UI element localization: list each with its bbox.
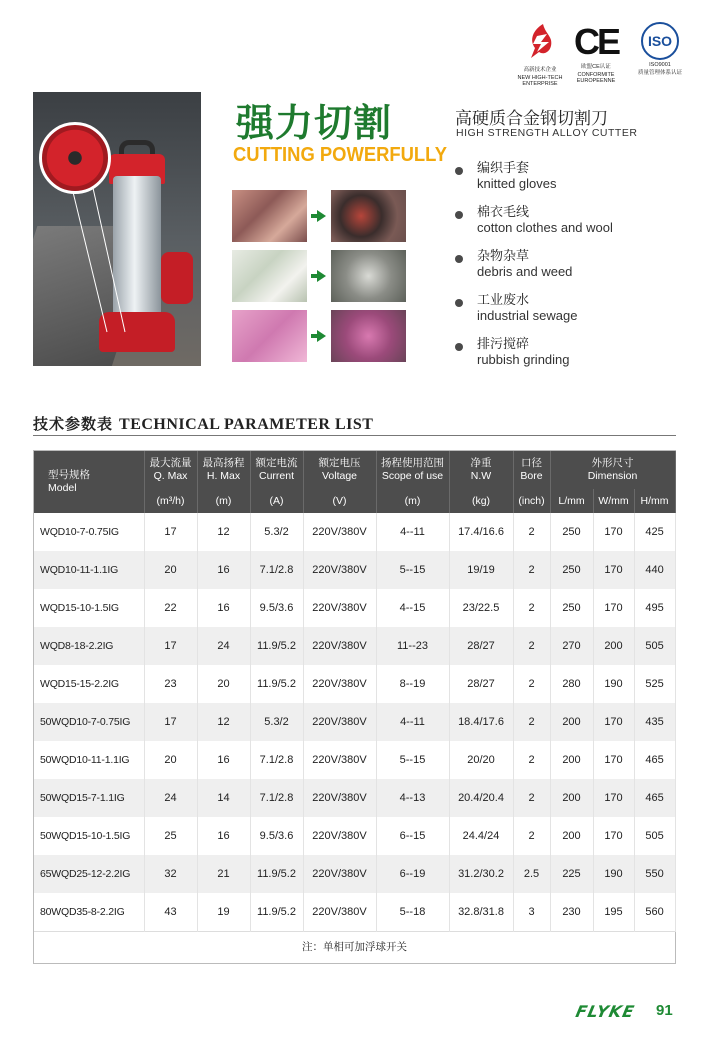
cell-dim-h: 425 <box>634 513 675 551</box>
iso-logo-text: ISO <box>647 33 673 49</box>
header-scope-cn: 扬程使用范围 <box>381 457 444 469</box>
header-dim-w: W/mm <box>593 489 634 513</box>
cell-voltage: 220V/380V <box>303 855 376 893</box>
header-nw <box>449 451 513 489</box>
cell-current: 7.1/2.8 <box>250 741 303 779</box>
bullet-icon <box>455 211 463 219</box>
section-title-en: TECHNICAL PARAMETER LIST <box>119 416 374 433</box>
header-bore-cn: 口径 <box>521 457 542 469</box>
arrow-right-icon <box>317 210 326 222</box>
cell-current: 9.5/3.6 <box>250 817 303 855</box>
cell-h-max: 14 <box>197 779 250 817</box>
headline-en: CUTTING POWERFULLY <box>233 144 447 166</box>
cell-dim-w: 190 <box>593 665 634 703</box>
cell-h-max: 12 <box>197 703 250 741</box>
parameter-table <box>33 450 676 964</box>
cell-voltage: 220V/380V <box>303 627 376 665</box>
header-q-unit: (m³/h) <box>144 489 197 513</box>
cell-scope: 11--23 <box>376 627 449 665</box>
cell-current: 11.9/5.2 <box>250 893 303 931</box>
header-h-unit: (m) <box>197 489 250 513</box>
cell-net-weight: 23/22.5 <box>449 589 513 627</box>
cell-dim-h: 495 <box>634 589 675 627</box>
cell-scope: 4--11 <box>376 513 449 551</box>
table-row <box>34 513 675 551</box>
cell-dim-l: 250 <box>550 589 593 627</box>
cell-model: 50WQD15-10-1.5IG <box>34 817 144 855</box>
header-h-cn: 最高扬程 <box>202 457 245 469</box>
list-item <box>455 248 695 292</box>
cell-voltage: 220V/380V <box>303 665 376 703</box>
list-item <box>455 160 695 204</box>
cell-scope: 6--15 <box>376 817 449 855</box>
gloves-before-image <box>232 190 307 242</box>
header-dim-en: Dimension <box>587 470 638 482</box>
table-row <box>34 741 675 779</box>
feature-en: cotton clothes and wool <box>477 220 613 235</box>
cutter-title-en: HIGH STRENGTH ALLOY CUTTER <box>456 127 638 139</box>
cell-scope: 4--13 <box>376 779 449 817</box>
table-row <box>34 703 675 741</box>
high-tech-enterprise-badge <box>514 22 566 87</box>
cell-model: 80WQD35-8-2.2IG <box>34 893 144 931</box>
cell-voltage: 220V/380V <box>303 893 376 931</box>
list-item <box>455 336 695 380</box>
cell-voltage: 220V/380V <box>303 741 376 779</box>
header-nw-cn: 净重 <box>470 457 492 469</box>
header-nw-en: N.W <box>470 470 492 482</box>
bullet-icon <box>455 167 463 175</box>
cell-model: WQD10-7-0.75IG <box>34 513 144 551</box>
feature-en: industrial sewage <box>477 308 578 323</box>
cell-net-weight: 28/27 <box>449 627 513 665</box>
header-h-en: H. Max <box>206 470 241 482</box>
cell-scope: 6--19 <box>376 855 449 893</box>
table-body <box>34 513 675 931</box>
ce-caption-cn: 欧盟CE认证 <box>581 64 611 70</box>
headline-cn: 强力切割 <box>236 101 393 145</box>
cell-voltage: 220V/380V <box>303 703 376 741</box>
list-item <box>455 204 695 248</box>
cell-bore: 3 <box>513 893 550 931</box>
cell-dim-w: 195 <box>593 893 634 931</box>
cell-current: 11.9/5.2 <box>250 665 303 703</box>
cell-h-max: 24 <box>197 627 250 665</box>
bullet-icon <box>455 299 463 307</box>
cell-voltage: 220V/380V <box>303 551 376 589</box>
cell-model: WQD15-15-2.2IG <box>34 665 144 703</box>
section-title-cn: 技术参数表 <box>33 416 114 433</box>
cell-bore: 2 <box>513 665 550 703</box>
cell-voltage: 220V/380V <box>303 513 376 551</box>
cell-q-max: 17 <box>144 513 197 551</box>
header-scope <box>376 451 449 489</box>
header-dim-cn: 外形尺寸 <box>591 457 634 469</box>
cell-scope: 4--11 <box>376 703 449 741</box>
brand-logo: FLYKE <box>573 1002 637 1021</box>
cell-dim-w: 200 <box>593 627 634 665</box>
cell-net-weight: 19/19 <box>449 551 513 589</box>
cell-dim-l: 225 <box>550 855 593 893</box>
cell-net-weight: 31.2/30.2 <box>449 855 513 893</box>
header-bore-unit: (inch) <box>513 489 550 513</box>
feature-en: knitted gloves <box>477 176 557 191</box>
cell-q-max: 20 <box>144 741 197 779</box>
table-row <box>34 893 675 931</box>
cell-bore: 2 <box>513 779 550 817</box>
cell-dim-l: 250 <box>550 513 593 551</box>
feature-cn: 编织手套 <box>477 160 530 175</box>
cell-dim-h: 465 <box>634 741 675 779</box>
certification-logos <box>514 22 694 92</box>
cell-q-max: 32 <box>144 855 197 893</box>
pump-product-photo <box>33 92 201 366</box>
cell-voltage: 220V/380V <box>303 817 376 855</box>
cell-current: 11.9/5.2 <box>250 855 303 893</box>
header-scope-unit: (m) <box>376 489 449 513</box>
cell-h-max: 21 <box>197 855 250 893</box>
table-row <box>34 817 675 855</box>
cell-q-max: 43 <box>144 893 197 931</box>
header-voltage-unit: (V) <box>303 489 376 513</box>
arrow-right-icon <box>317 330 326 342</box>
iso-badge <box>628 22 692 76</box>
cell-bore: 2 <box>513 817 550 855</box>
cell-dim-h: 525 <box>634 665 675 703</box>
cell-h-max: 16 <box>197 551 250 589</box>
header-nw-unit: (kg) <box>449 489 513 513</box>
high-tech-caption-cn: 高新技术企业 <box>523 67 557 73</box>
high-tech-enterprise-icon <box>523 22 557 60</box>
cell-model: 50WQD15-7-1.1IG <box>34 779 144 817</box>
cell-voltage: 220V/380V <box>303 779 376 817</box>
cell-scope: 4--15 <box>376 589 449 627</box>
table-row <box>34 627 675 665</box>
cell-q-max: 20 <box>144 551 197 589</box>
cell-dim-l: 280 <box>550 665 593 703</box>
iso-logo-icon <box>641 22 679 60</box>
header-current-unit: (A) <box>250 489 303 513</box>
header-model <box>34 451 144 513</box>
cell-current: 11.9/5.2 <box>250 627 303 665</box>
header-bore-en: Bore <box>520 470 543 482</box>
cotton-after-image <box>331 250 406 302</box>
cell-dim-h: 465 <box>634 779 675 817</box>
table-row <box>34 551 675 589</box>
cell-h-max: 16 <box>197 817 250 855</box>
header-current-cn: 额定电流 <box>255 457 298 469</box>
header-model-cn: 型号规格 <box>48 469 90 481</box>
cell-dim-h: 440 <box>634 551 675 589</box>
feature-en: rubbish grinding <box>477 352 570 367</box>
cell-current: 5.3/2 <box>250 703 303 741</box>
cutter-title-cn: 高硬质合金钢切割刀 <box>455 109 608 128</box>
cell-voltage: 220V/380V <box>303 589 376 627</box>
cell-dim-w: 170 <box>593 703 634 741</box>
table-row <box>34 589 675 627</box>
iso-caption-cn: 质量管理体系认证 <box>637 70 682 76</box>
cell-scope: 5--15 <box>376 741 449 779</box>
cell-dim-l: 200 <box>550 817 593 855</box>
header-voltage-cn: 额定电压 <box>318 457 361 469</box>
high-tech-caption-en: NEW HIGH-TECH ENTERPRISE <box>517 75 563 87</box>
header-q-en: Q. Max <box>153 470 188 482</box>
cell-bore: 2 <box>513 551 550 589</box>
cell-q-max: 17 <box>144 703 197 741</box>
cell-dim-w: 170 <box>593 741 634 779</box>
cell-bore: 2 <box>513 703 550 741</box>
cell-model: 50WQD10-11-1.1IG <box>34 741 144 779</box>
cell-model: 65WQD25-12-2.2IG <box>34 855 144 893</box>
cell-current: 9.5/3.6 <box>250 589 303 627</box>
table-row <box>34 855 675 893</box>
header-voltage-en: Voltage <box>321 470 358 482</box>
cell-dim-w: 170 <box>593 513 634 551</box>
cell-net-weight: 32.8/31.8 <box>449 893 513 931</box>
header-h <box>197 451 250 489</box>
cell-net-weight: 28/27 <box>449 665 513 703</box>
cell-current: 7.1/2.8 <box>250 551 303 589</box>
bullet-icon <box>455 255 463 263</box>
cell-dim-h: 505 <box>634 817 675 855</box>
cell-dim-l: 230 <box>550 893 593 931</box>
cell-dim-h: 560 <box>634 893 675 931</box>
cell-dim-w: 170 <box>593 817 634 855</box>
section-title <box>33 413 373 434</box>
iso-caption-en: ISO9001 <box>649 62 671 68</box>
cell-dim-h: 550 <box>634 855 675 893</box>
wool-before-image <box>232 310 307 362</box>
cell-h-max: 19 <box>197 893 250 931</box>
table-row <box>34 665 675 703</box>
header-dimension <box>550 451 675 489</box>
cell-dim-l: 200 <box>550 703 593 741</box>
gloves-after-image <box>331 190 406 242</box>
header-current-en: Current <box>258 470 294 482</box>
cell-q-max: 17 <box>144 627 197 665</box>
cell-net-weight: 20/20 <box>449 741 513 779</box>
cell-model: WQD15-10-1.5IG <box>34 589 144 627</box>
cell-scope: 8--19 <box>376 665 449 703</box>
header-q <box>144 451 197 489</box>
wool-after-image <box>331 310 406 362</box>
cell-h-max: 20 <box>197 665 250 703</box>
feature-cn: 工业废水 <box>477 292 530 307</box>
header-dim-l: L/mm <box>550 489 593 513</box>
feature-cn: 排污搅碎 <box>477 336 530 351</box>
cell-dim-l: 200 <box>550 741 593 779</box>
cell-scope: 5--15 <box>376 551 449 589</box>
feature-cn: 棉衣毛线 <box>477 204 530 219</box>
list-item <box>455 292 695 336</box>
cell-dim-w: 170 <box>593 589 634 627</box>
cell-model: WQD8-18-2.2IG <box>34 627 144 665</box>
cell-q-max: 24 <box>144 779 197 817</box>
cell-net-weight: 24.4/24 <box>449 817 513 855</box>
cell-net-weight: 20.4/20.4 <box>449 779 513 817</box>
cell-net-weight: 18.4/17.6 <box>449 703 513 741</box>
cell-dim-l: 250 <box>550 551 593 589</box>
cotton-before-image <box>232 250 307 302</box>
cell-bore: 2 <box>513 627 550 665</box>
cell-net-weight: 17.4/16.6 <box>449 513 513 551</box>
ce-caption-en: CONFORMITE EUROPEENNE <box>576 72 616 84</box>
cell-bore: 2.5 <box>513 855 550 893</box>
cell-h-max: 16 <box>197 589 250 627</box>
header-q-cn: 最大流量 <box>149 457 192 469</box>
ce-mark-icon: CE <box>573 21 618 62</box>
bullet-icon <box>455 343 463 351</box>
cell-scope: 5--18 <box>376 893 449 931</box>
cell-q-max: 22 <box>144 589 197 627</box>
header-dim-h: H/mm <box>634 489 675 513</box>
header-voltage <box>303 451 376 489</box>
section-divider <box>33 435 676 436</box>
page-number: 91 <box>656 1002 673 1019</box>
header-model-en: Model <box>48 482 77 494</box>
feature-en: debris and weed <box>477 264 573 279</box>
cell-q-max: 23 <box>144 665 197 703</box>
cell-bore: 2 <box>513 589 550 627</box>
cell-h-max: 12 <box>197 513 250 551</box>
cell-dim-w: 190 <box>593 855 634 893</box>
header-scope-en: Scope of use <box>381 470 444 482</box>
cell-model: 50WQD10-7-0.75IG <box>34 703 144 741</box>
arrow-right-icon <box>317 270 326 282</box>
cell-dim-l: 270 <box>550 627 593 665</box>
cell-model: WQD10-11-1.1IG <box>34 551 144 589</box>
table-note: 注：单相可加浮球开关 <box>34 931 675 961</box>
header-current <box>250 451 303 489</box>
parameter-table-grid <box>34 451 676 961</box>
feature-cn: 杂物杂草 <box>477 248 530 263</box>
cell-dim-w: 170 <box>593 779 634 817</box>
cell-dim-l: 200 <box>550 779 593 817</box>
cell-q-max: 25 <box>144 817 197 855</box>
cell-h-max: 16 <box>197 741 250 779</box>
cell-bore: 2 <box>513 741 550 779</box>
cell-dim-w: 170 <box>593 551 634 589</box>
cell-current: 5.3/2 <box>250 513 303 551</box>
cell-bore: 2 <box>513 513 550 551</box>
cell-current: 7.1/2.8 <box>250 779 303 817</box>
header-bore <box>513 451 550 489</box>
table-row <box>34 779 675 817</box>
feature-list <box>455 160 695 380</box>
cell-dim-h: 505 <box>634 627 675 665</box>
callout-lines <box>33 92 201 366</box>
cell-dim-h: 435 <box>634 703 675 741</box>
ce-badge <box>570 22 622 84</box>
